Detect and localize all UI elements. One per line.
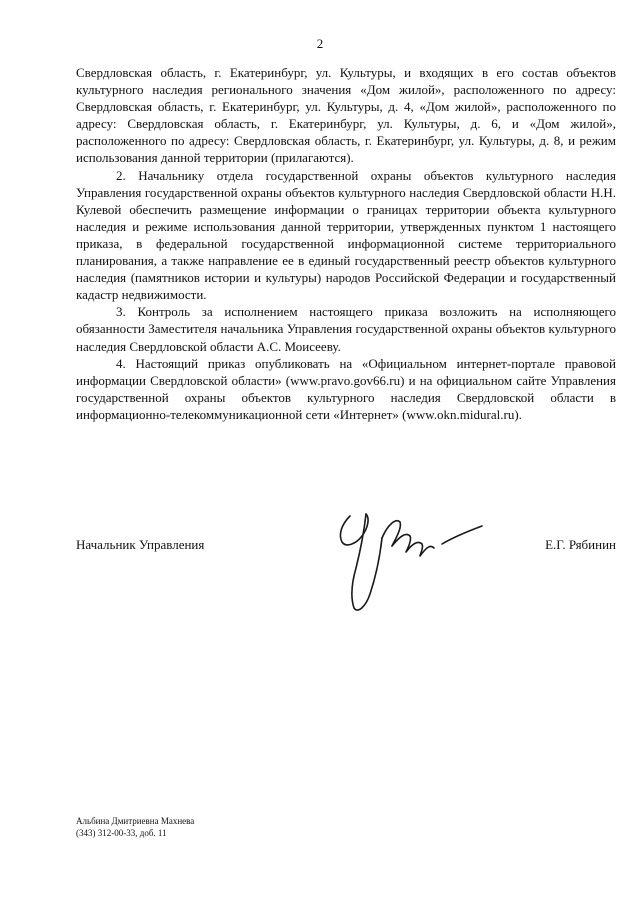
paragraph-continuation: Свердловская область, г. Екатеринбург, ул. Культуры, и входящих в его состав объектов культурного наследия регионального значения «Дом жилой», расположенного по адресу: Свердловская область, г. Екатеринбург, ул. Культуры, д. 4, «Дом жилой», расположенного по адресу: Свердловская область, г. Екатеринбург, ул. Культуры, д. 6, и «Дом жилой», расположенного по адресу: Свердловская область, г. Екатеринбург, ул. Культуры, д. 8, и режим использования данной территории (прилагаются).: [76, 65, 616, 166]
paragraph-item-4: 4. Настоящий приказ опубликовать на «Официальном интернет-портале правовой информации Свердловской области» (www.pravo.gov66.ru) и на официальном сайте Управления государственной охраны объектов культурного наследия Свердловской области в информационно-телекоммуникационной сети «Интернет» (www.okn.midural.ru).: [76, 355, 616, 422]
document-body: [76, 64, 616, 423]
signatory-name: Е.Г. Рябинин: [545, 537, 616, 552]
executor-phone: (343) 312-00-33, доб. 11: [76, 828, 167, 838]
paragraph-item-2: 2. Начальнику отдела государственной охраны объектов культурного наследия Управления государственной охраны объектов культурного наследия Свердловской области Н.Н. Кулевой обеспечить размещение информации о границах территории объекта культурного наследия и режиме использования данной территории, утвержденных пунктом 1 настоящего приказа, в федеральной государственной информационной системе территориального планирования, а также направление ее в единый государственный реестр объектов культурного наследия (памятников истории и культуры) народов Российской Федерации и государственный кадастр недвижимости.: [76, 167, 616, 303]
page-number: 2: [316, 36, 324, 51]
paragraph-item-3: 3. Контроль за исполнением настоящего приказа возложить на исполняющего обязанности Заместителя начальника Управления государственной охраны объектов культурного наследия Свердловской области А.С. Моисееву.: [76, 304, 616, 354]
handwritten-signature: [330, 502, 490, 617]
signatory-title: Начальник Управления: [76, 537, 205, 552]
executor-info: [76, 815, 194, 839]
executor-name: Альбина Дмитриевна Махнева: [76, 816, 195, 826]
